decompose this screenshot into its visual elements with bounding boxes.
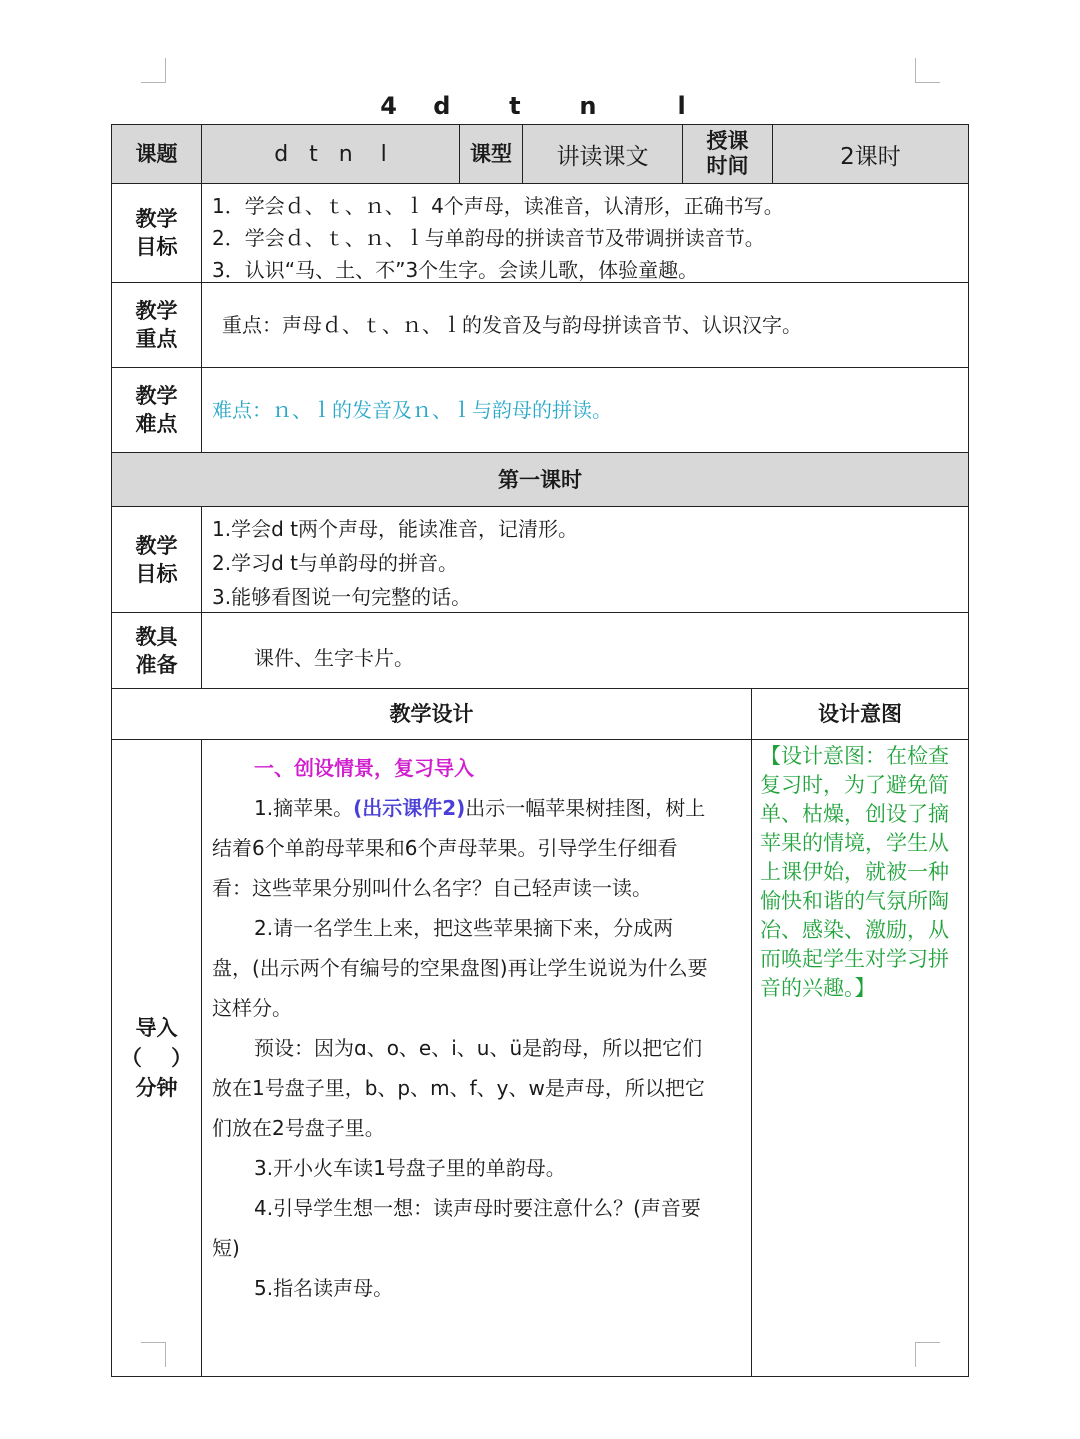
intro-paragraph-6: 5.指名读声母。 — [254, 1276, 394, 1300]
intro-heading: 一、创设情景，复习导入 — [254, 756, 474, 780]
difficulties-label — [111, 367, 202, 453]
p1-start: 1.摘苹果。 — [254, 796, 354, 820]
courseware-note: (出示课件2) — [353, 796, 466, 820]
intro-paragraph-4: 3.开小火车读1号盘子里的单韵母。 — [254, 1156, 566, 1180]
section-header: 第一课时 — [111, 452, 969, 507]
goals-content — [201, 183, 969, 283]
intent-content: 【设计意图：在检查复习时，为了避免简单、枯燥，创设了摘苹果的情境，学生从上课伊始，就被一种愉快和谐的气氛所陶冶、感染、激励，从而唤起学生对学习拼音的兴趣。】 — [751, 739, 969, 1377]
key-points-label-line2: 重点 — [135, 327, 178, 351]
difficulties-label-line1: 教学 — [135, 384, 178, 408]
teaching-time-value: 2课时 — [772, 124, 969, 184]
topic-value: d t n l — [201, 124, 460, 184]
lesson1-goal-item: 3.能够看图说一句完整的话。 — [212, 585, 472, 609]
lesson1-goals-label — [111, 506, 202, 613]
key-points-label-line1: 教学 — [135, 299, 178, 323]
materials-label — [111, 612, 202, 689]
topic-label: 课题 — [111, 124, 202, 184]
teaching-time-label — [682, 124, 773, 184]
intent-header: 设计意图 — [751, 688, 969, 740]
intro-paragraph-2: 2.请一名学生上来，把这些苹果摘下来，分成两盘，(出示两个有编号的空果盘图)再让学生说说为什么要这样分。 — [212, 916, 708, 1020]
intro-paragraph-1 — [212, 788, 709, 908]
intro-paragraph-3: 预设：因为ɑ、o、e、i、u、ü是韵母，所以把它们放在1号盘子里，b、p、m、f、y、w是声母，所以把它们放在2号盘子里。 — [212, 1036, 705, 1140]
intro-label-line2: （ ） — [120, 1046, 193, 1070]
intro-label-line1: 导入 — [135, 1016, 178, 1040]
materials-content: 课件、生字卡片。 — [201, 612, 969, 689]
time-label-line2: 时间 — [706, 154, 749, 178]
intro-content — [201, 739, 752, 1377]
lesson1-goal-item: 1.学会d t两个声母，能读准音，记清形。 — [212, 517, 578, 541]
intro-paragraph-5: 4.引导学生想一想：读声母时要注意什么？(声音要短) — [212, 1196, 701, 1260]
goals-label-line2: 目标 — [135, 235, 178, 259]
lesson1-goals-content — [201, 506, 969, 613]
lesson-type-label: 课型 — [459, 124, 523, 184]
crop-mark-top-right — [915, 58, 940, 83]
document-title: 4 d t n l — [380, 92, 700, 120]
goal-item: 1．学会ｄ、ｔ、ｎ、ｌ 4个声母，读准音，认清形，正确书写。 — [212, 194, 784, 218]
lesson-type-value: 讲读课文 — [522, 124, 683, 184]
crop-mark-top-left — [141, 58, 166, 83]
lesson1-goals-label-line1: 教学 — [135, 533, 178, 558]
goal-item: 2．学会ｄ、ｔ、ｎ、ｌ与单韵母的拼读音节及带调拼读音节。 — [212, 226, 765, 250]
goals-label-line1: 教学 — [135, 207, 178, 231]
design-header: 教学设计 — [111, 688, 752, 740]
time-label-line1: 授课 — [706, 129, 749, 153]
difficulties-label-line2: 难点 — [135, 412, 178, 436]
p1-rest: 出示一幅苹果树挂图，树上结着6个单韵母苹果和6个声母苹果。引导学生仔细看看：这些苹果分别叫什么名字？自己轻声读一读。 — [212, 796, 706, 900]
goal-item: 3．认识“马、土、不”3个生字。会读儿歌，体验童趣。 — [212, 258, 699, 282]
intro-label — [111, 739, 202, 1377]
key-points-content: 重点：声母ｄ、ｔ、ｎ、ｌ的发音及与韵母拼读音节、认识汉字。 — [201, 282, 969, 368]
key-points-label — [111, 282, 202, 368]
materials-label-line2: 准备 — [135, 652, 178, 677]
goals-label — [111, 183, 202, 283]
difficulties-content: 难点：ｎ、ｌ的发音及ｎ、ｌ与韵母的拼读。 — [201, 367, 969, 453]
materials-label-line1: 教具 — [135, 624, 178, 649]
lesson1-goals-label-line2: 目标 — [135, 561, 178, 586]
lesson1-goal-item: 2.学习d t与单韵母的拼音。 — [212, 551, 458, 575]
intro-label-line3: 分钟 — [135, 1076, 178, 1100]
